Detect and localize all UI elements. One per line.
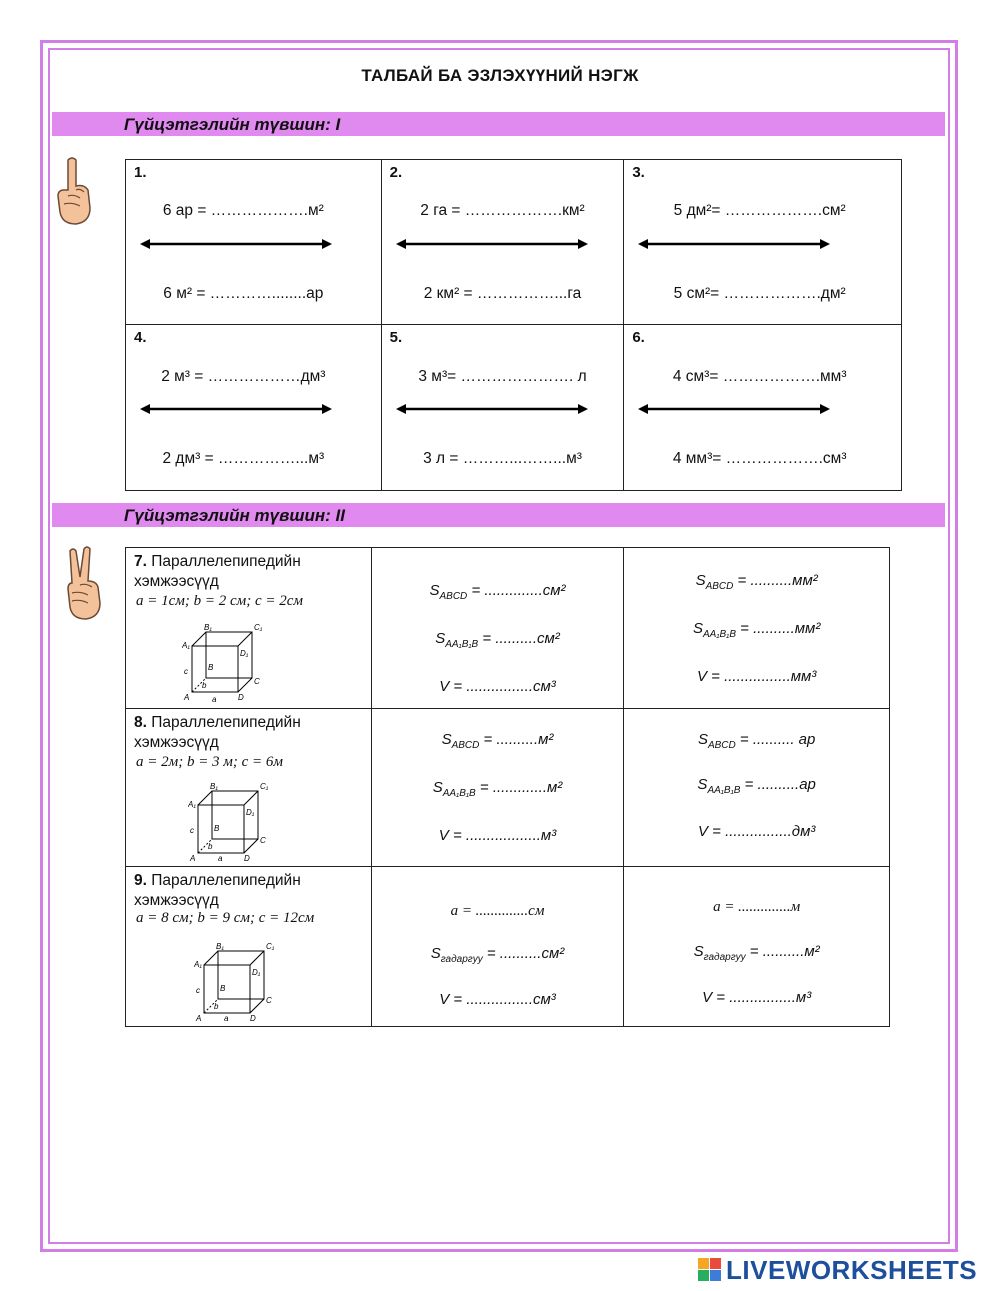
problem-cell-7 xyxy=(126,548,372,709)
formula-line[interactable]: a = ..............см xyxy=(450,903,545,919)
problem-dimensions: a = 8 см; b = 9 см; c = 12см xyxy=(136,910,315,926)
double-arrow-icon xyxy=(638,237,830,251)
problem-cell-9 xyxy=(126,867,372,1027)
problem-7-answers-1 xyxy=(371,548,624,709)
formula-line[interactable]: $S_{AA_1B_1B} = .............м^2$ xyxy=(432,779,563,799)
cube-label: C xyxy=(254,677,260,686)
cube-label: A xyxy=(184,693,190,702)
two-finger-hand-icon xyxy=(60,545,106,621)
double-arrow-icon xyxy=(140,402,332,416)
problem-9-answers-1 xyxy=(371,867,624,1027)
formula-line[interactable]: $S_{ABCD} = ..........мм^2$ xyxy=(695,572,818,592)
cube-label: a xyxy=(218,854,223,861)
problem-8-answers-1 xyxy=(371,709,624,867)
formula-line[interactable]: $S_{AA_1B_1B} = ..........см^2$ xyxy=(435,630,560,650)
cube-label: B xyxy=(220,984,226,993)
double-arrow-icon xyxy=(396,402,588,416)
cube-label: C₁ xyxy=(266,942,275,951)
exercise-bottom[interactable]: 4 мм³= ……………….см³ xyxy=(672,450,847,467)
one-finger-hand-icon xyxy=(54,156,94,226)
problem-description xyxy=(134,552,301,592)
exercise-cell-6 xyxy=(624,325,902,491)
exercise-number: 1. xyxy=(134,164,147,181)
problem-label-2: хэмжээсүүд xyxy=(134,573,219,590)
level-band-2 xyxy=(52,503,945,527)
cube-label: A₁ xyxy=(182,641,190,650)
cube-diagram xyxy=(194,941,284,1021)
formula-line[interactable]: V = ..................м³ xyxy=(438,827,557,844)
exercise-bottom[interactable]: 2 дм³ = ……………...м³ xyxy=(162,450,325,467)
cube-label: B xyxy=(208,663,214,672)
cube-label: b xyxy=(214,1002,219,1011)
cube-label: B₁ xyxy=(204,624,212,632)
formula-line[interactable]: V = ................мм³ xyxy=(696,668,817,685)
level-label-1: Гүйцэтгэлийн түвшин: I xyxy=(124,115,341,134)
liveworksheets-logo xyxy=(698,1256,977,1284)
cube-label: A₁ xyxy=(194,960,202,969)
cube-label: c xyxy=(184,667,188,676)
cube-diagram xyxy=(188,781,278,861)
double-arrow-icon xyxy=(140,237,332,251)
logo-text: LIVEWORKSHEETS xyxy=(726,1254,978,1285)
cube-label: D xyxy=(250,1014,256,1021)
formula-line[interactable]: V = ................см³ xyxy=(439,991,556,1008)
exercise-top[interactable]: 2 га = ……………….км² xyxy=(420,202,585,219)
cube-label: D₁ xyxy=(240,649,249,658)
cube-label: B₁ xyxy=(210,782,218,791)
cube-label: c xyxy=(196,986,200,995)
cube-label: D₁ xyxy=(252,968,261,977)
exercise-bottom[interactable]: 3 л = ………...……...м³ xyxy=(423,450,582,467)
exercise-number: 4. xyxy=(134,329,147,346)
formula-line[interactable]: $S_{ABCD} = ..........м^2$ xyxy=(441,731,554,751)
cube-label: a xyxy=(224,1014,229,1021)
cube-label: b xyxy=(202,681,207,690)
exercise-top[interactable]: 6 ар = ……………….м² xyxy=(162,202,324,219)
exercise-top[interactable]: 2 м³ = ………………дм³ xyxy=(161,368,326,385)
formula-line[interactable]: V = ................см³ xyxy=(439,678,556,695)
cube-label: C₁ xyxy=(260,782,269,791)
formula-line[interactable]: $S_{ABCD} = ..............см^2$ xyxy=(429,582,566,602)
cube-label: B xyxy=(214,824,220,833)
exercise-cell-1 xyxy=(126,160,382,325)
double-arrow-icon xyxy=(638,402,830,416)
double-arrow-icon xyxy=(396,237,588,251)
exercise-top[interactable]: 5 дм²= ……………….см² xyxy=(673,202,846,219)
formula-line[interactable]: $S_{гадаргуу} = ..........см^2$ xyxy=(430,945,565,965)
formula-line[interactable]: V = ................м³ xyxy=(702,989,812,1006)
cube-label: D₁ xyxy=(246,808,255,817)
exercise-top[interactable]: 4 см³= ……………….мм³ xyxy=(672,368,847,385)
cube-label: D xyxy=(244,854,250,861)
formula-line[interactable]: $S_{AA_1B_1B} = ..........ар$ xyxy=(697,776,816,796)
exercise-number: 5. xyxy=(389,329,403,346)
formula-line[interactable]: $S_{AA_1B_1B} = ..........мм^2$ xyxy=(692,620,821,640)
cube-label: a xyxy=(212,695,217,702)
cube-label: A₁ xyxy=(188,800,196,809)
cube-label: C xyxy=(260,836,266,845)
problem-number: 9. xyxy=(134,872,147,889)
level-band-1 xyxy=(52,112,945,136)
formula-line[interactable]: $S_{гадаргуу} = ..........м^2$ xyxy=(693,943,820,963)
problem-number: 8. xyxy=(134,714,147,731)
page-title: ТАЛБАЙ БА ЭЗЛЭХҮҮНИЙ НЭГЖ xyxy=(361,66,639,85)
problem-number: 7. xyxy=(134,553,147,570)
problem-cell-8 xyxy=(126,709,372,867)
cube-label: b xyxy=(208,842,213,851)
cube-label: C₁ xyxy=(254,624,263,632)
cube-label: A xyxy=(196,1014,202,1021)
problem-label: Параллелепипедийн xyxy=(151,714,301,731)
unit-exercise-table xyxy=(125,159,902,491)
exercise-number: 6. xyxy=(632,329,645,346)
exercise-cell-4 xyxy=(126,325,382,491)
level-label-2: Гүйцэтгэлийн түвшин: II xyxy=(124,506,345,525)
exercise-top[interactable]: 3 м³= …………………. л xyxy=(418,368,587,385)
exercise-bottom[interactable]: 6 м² = …………........ар xyxy=(163,285,324,302)
problem-7-answers-2 xyxy=(624,548,890,709)
exercise-number: 3. xyxy=(632,164,645,181)
problem-description xyxy=(134,871,301,911)
exercise-cell-2 xyxy=(381,160,624,325)
cube-label: C xyxy=(266,996,272,1005)
cube-label: B₁ xyxy=(216,942,224,951)
parallelepiped-table xyxy=(125,547,890,1027)
formula-line[interactable]: a = ..............м xyxy=(713,899,801,915)
live-badge-icon xyxy=(698,1258,722,1282)
exercise-bottom[interactable]: 5 см²= ……………….дм² xyxy=(673,285,846,302)
exercise-cell-3 xyxy=(624,160,902,325)
problem-9-answers-2 xyxy=(624,867,890,1027)
exercise-number: 2. xyxy=(389,164,403,181)
cube-diagram xyxy=(182,624,272,702)
problem-description xyxy=(134,713,301,753)
problem-label: Параллелепипедийн xyxy=(151,553,301,570)
formula-line[interactable]: V = ................дм³ xyxy=(697,823,816,840)
problem-label: Параллелепипедийн xyxy=(151,872,301,889)
problem-label-2: хэмжээсүүд xyxy=(134,892,219,909)
problem-label-2: хэмжээсүүд xyxy=(134,734,219,751)
cube-label: c xyxy=(190,826,194,835)
problem-dimensions: a = 2м; b = 3 м; c = 6м xyxy=(136,754,283,770)
exercise-cell-5 xyxy=(381,325,624,491)
cube-label: D xyxy=(238,693,244,702)
problem-dimensions: a = 1см; b = 2 см; c = 2см xyxy=(136,593,303,609)
formula-line[interactable]: $S_{ABCD}$ = .......... ар xyxy=(697,731,816,751)
cube-label: A xyxy=(190,854,196,861)
problem-8-answers-2 xyxy=(624,709,890,867)
exercise-bottom[interactable]: 2 км² = ……………...га xyxy=(423,285,582,302)
